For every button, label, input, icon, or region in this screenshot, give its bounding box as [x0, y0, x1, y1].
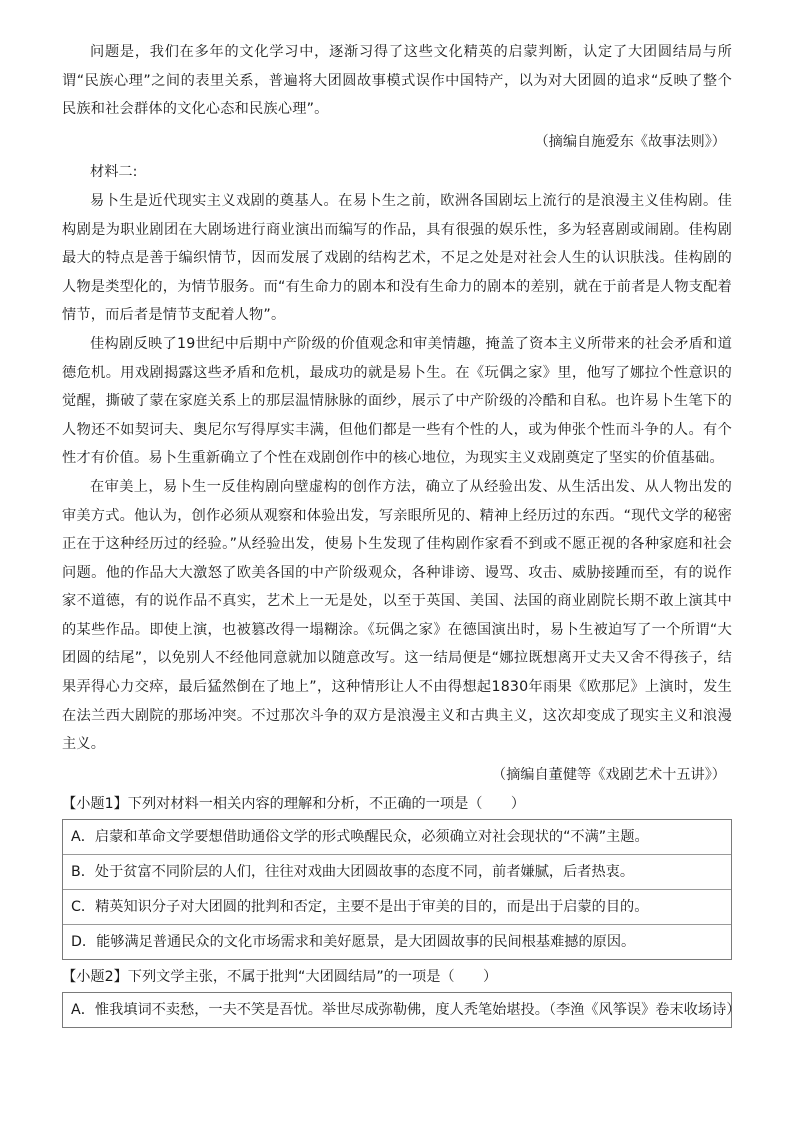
- material1-paragraph: 问题是，我们在多年的文化学习中，逐渐习得了这些文化精英的启蒙判断，认定了大团圆结局与所谓“民族心理”之间的表里关系，普遍将大团圆故事模式误作中国特产，以为对大团圆的追求“反映了整个民族和社会群体的文化心态和民族心理”。: [62, 44, 732, 118]
- material2-label: 材料二:: [90, 164, 138, 181]
- question2-options: [62, 992, 741, 1028]
- question1-option-b[interactable]: B．处于贫富不同阶层的人们，往往对戏曲大团圆故事的态度不同，前者嫌腻，后者热衷。: [63, 855, 731, 890]
- material2-paragraph-3: 在审美上，易卜生一反佳构剧向壁虚构的创作方法，确立了从经验出发、从生活出发、从人物出发的审美方式。他认为，创作必须从观察和体验出发，写亲眼所见的、精神上经历过的东西。“现代文学的秘密正在于这种经历过的经验。”从经验出发，使易卜生发现了佳构剧作家看不到或不愿正视的各种家庭和社会问题。他的作品大大激怒了欧美各国的中产阶级观众，各种诽谤、谩骂、攻击、威胁接踵而至，有的说作家不道德，有的说作品不真实，艺术上一无是处，以至于英国、美国、法国的商业剧院长期不敢上演其中的某些作品。即使上演，也被篡改得一塌糊涂。《玩偶之家》在德国演出时，易卜生被迫写了一个所谓“大团圆的结尾”，以免别人不经他同意就加以随意改写。这一结局便是“娜拉既想离开丈夫又舍不得孩子，结果弄得心力交瘁，最后猛然倒在了地上”，这种情形让人不由得想起1830年雨果《欧那尼》上演时，发生在法兰西大剧院的那场冲突。不过那次斗争的双方是浪漫主义和古典主义，这次却变成了现实主义和浪漫主义。: [62, 478, 732, 753]
- document-page: [62, 38, 741, 1028]
- question2-title: 【小题2】下列文学主张，不属于批判“大团圆结局”的一项是（ ）: [62, 969, 498, 986]
- material2-paragraph-2: 佳构剧反映了19世纪中后期中产阶级的价值观念和审美情趣，掩盖了资本主义所带来的社会矛盾和道德危机。用戏剧揭露这些矛盾和危机，最成功的就是易卜生。在《玩偶之家》里，他写了娜拉个性意识的觉醒，撕破了蒙在家庭关系上的那层温情脉脉的面纱，展示了中产阶级的冷酷和自私。也许易卜生笔下的人物还不如契诃夫、奥尼尔写得厚实丰满，但他们都是一些有个性的人，或为伸张个性而斗争的人。有个性才有价值。易卜生重新确立了个性在戏剧创作中的核心地位，为现实主义戏剧奠定了坚实的价值基础。: [62, 335, 732, 467]
- question1-option-a[interactable]: A．启蒙和革命文学要想借助通俗文学的形式唤醒民众，必须确立对社会现状的“不满”主题。: [63, 820, 731, 855]
- material1-source: （摘编自施爱东《故事法则》）: [534, 133, 726, 150]
- question2-option-a[interactable]: A．惟我填词不卖愁，一夫不笑是吾忧。举世尽成弥勒佛，度人秃笔始堪投。（李渔《风筝误》卷末收场诗）: [71, 1002, 741, 1019]
- question1-options: [62, 819, 732, 960]
- material2-paragraph-1: 易卜生是近代现实主义戏剧的奠基人。在易卜生之前，欧洲各国剧坛上流行的是浪漫主义佳构剧。佳构剧是为职业剧团在大剧场进行商业演出而编写的作品，具有很强的娱乐性，多为轻喜剧或闹剧。佳构剧最大的特点是善于编织情节，因而发展了戏剧的结构艺术，不足之处是对社会人生的认识肤浅。佳构剧的人物是类型化的，为情节服务。而“有生命力的剧本和没有生命力的剧本的差别，就在于前者是人物支配着情节，而后者是情节支配着人物”。: [62, 192, 732, 324]
- question1-option-c[interactable]: C．精英知识分子对大团圆的批判和否定，主要不是出于审美的目的，而是出于启蒙的目的。: [63, 890, 731, 925]
- material2-source: （摘编自董健等《戏剧艺术十五讲》）: [491, 766, 726, 783]
- question1-option-d[interactable]: D．能够满足普通民众的文化市场需求和美好愿景，是大团圆故事的民间根基难撼的原因。: [71, 934, 636, 951]
- question1-title: 【小题1】下列对材料一相关内容的理解和分析，不正确的一项是（ ）: [62, 796, 526, 813]
